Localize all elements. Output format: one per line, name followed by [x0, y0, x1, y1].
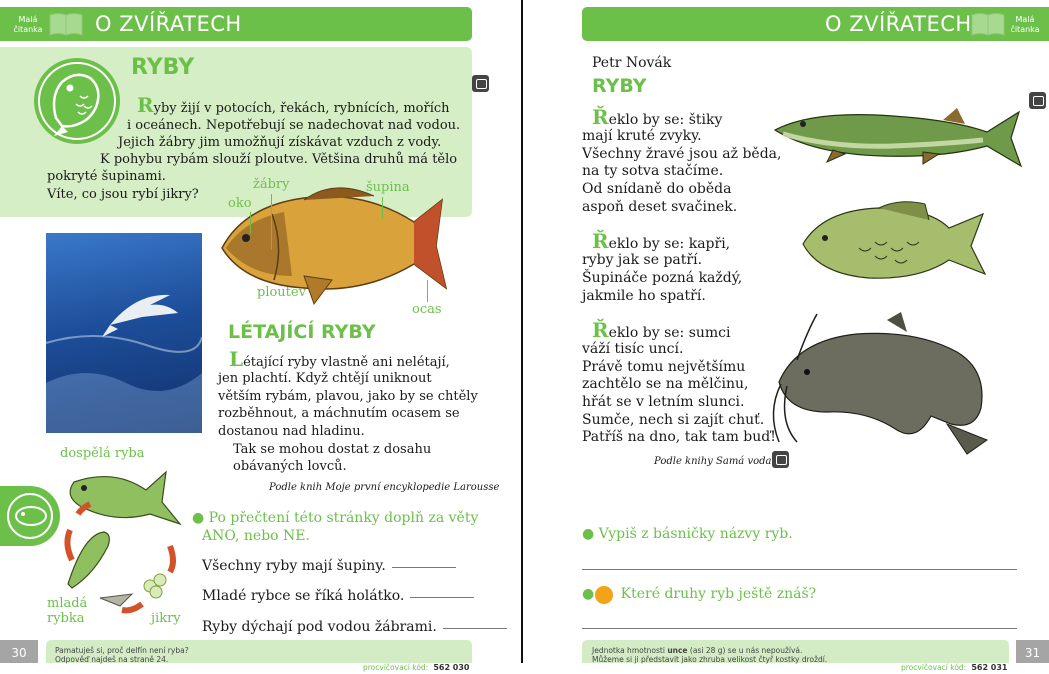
open-book-icon	[48, 11, 84, 37]
flying-line-3: větším rybám, plavou, jako by se chtěly	[218, 389, 478, 404]
carp-drawing-illustration	[799, 198, 989, 284]
book-label: Malá čitanka	[13, 15, 43, 34]
poem-source: Podle knihy Samá voda	[654, 456, 772, 467]
flying-source: Podle knih Moje první encyklopedie Larousse	[269, 482, 500, 493]
page-divider	[521, 0, 523, 663]
stanza-1-line-4: na ty sotva stačíme.	[582, 163, 724, 179]
label-line-tail	[427, 280, 428, 302]
flying-line-1: Létající ryby vlastně ani nelétají,	[229, 347, 450, 371]
stanza-2-line-2: ryby jak se patří.	[582, 252, 703, 268]
practice-code-right[interactable]: procvičovací kód: 562 031	[901, 663, 1008, 672]
book-label-right: Malá čitanka	[1010, 15, 1040, 34]
camera-icon-right[interactable]	[1029, 92, 1046, 109]
footer-note: Pamatuješ si, proč delfín není ryba? Odpověď najdeš na straně 24.	[55, 646, 189, 664]
label-eye: oko	[228, 196, 252, 211]
orange-bubble-icon	[595, 586, 613, 604]
intro-title: RYBY	[131, 55, 195, 80]
page-number-right: 31	[1016, 640, 1049, 663]
answer-line-1[interactable]	[582, 569, 1017, 570]
flying-line-6: Tak se mohou dostat z dosahu	[233, 442, 432, 457]
chapter-title: O ZVÍŘATECH	[95, 12, 242, 36]
poem-author: Petr Novák	[592, 55, 672, 71]
stanza-1-line-6: aspoň deset svačinek.	[582, 199, 738, 215]
label-line-eye	[250, 212, 251, 234]
label-scale: šupina	[366, 180, 410, 195]
label-line-gills	[271, 194, 272, 250]
life-cycle-diagram	[54, 464, 190, 614]
stanza-3-line-2: váží tisíc uncí.	[582, 341, 684, 357]
flying-line-7: obávaných lovců.	[233, 459, 347, 474]
label-eggs: jikry	[151, 611, 181, 626]
label-tail: ocas	[412, 302, 442, 317]
flying-line-2: jen plachtí. Když chtějí uniknout	[218, 371, 432, 386]
intro-line-5: pokryté šupinami.	[47, 169, 166, 184]
right-page	[533, 0, 1049, 672]
statement-1: Všechny ryby mají šupiny.	[202, 557, 456, 575]
flying-line-5: dostanou nad hladinu.	[218, 424, 365, 439]
answer-line-2[interactable]	[582, 628, 1017, 629]
fish-emblem-small-icon	[5, 491, 55, 541]
task-2: ● Které druhy ryb ještě znáš?	[582, 586, 817, 602]
stanza-2-line-4: jakmile ho spatří.	[582, 288, 706, 304]
stanza-3-line-5: hřát se v letním slunci.	[582, 394, 745, 410]
answer-blank-1[interactable]	[392, 567, 456, 568]
answer-blank-2[interactable]	[410, 597, 474, 598]
label-adult-fish: dospělá ryba	[60, 446, 145, 461]
task-2-bullet: ●	[582, 586, 595, 602]
task-1: ● Vypiš z básničky názvy ryb.	[582, 526, 793, 542]
stanza-2-line-1: Řeklo by se: kapři,	[592, 229, 731, 253]
intro-line-1: Ryby žijí v potocích, řekách, rybnících, mořích	[137, 93, 450, 117]
intro-line-3: Jejich žábry jim umožňují získávat vzduch z vody.	[118, 135, 442, 150]
chapter-title-right: O ZVÍŘATECH	[825, 12, 972, 36]
stanza-3-line-7: Patříš na dno, tak tam buď!	[582, 429, 776, 445]
stanza-2-line-3: Šupináče pozná každý,	[582, 270, 743, 286]
stanza-1-line-5: Od snídaně do oběda	[582, 181, 732, 197]
camera-icon[interactable]	[472, 75, 489, 92]
flying-fish-photo	[46, 233, 202, 433]
intro-line-2: i oceánech. Nepotřebují se nadechovat nad vodou.	[127, 118, 461, 133]
stanza-3-line-1: Řeklo by se: sumci	[592, 318, 731, 342]
stanza-3-line-6: Sumče, nech si zajít chuť.	[582, 412, 765, 428]
left-page	[0, 0, 514, 672]
label-fin: ploutev	[257, 285, 306, 300]
practice-code[interactable]: procvičovací kód: 562 030	[363, 663, 470, 672]
flying-fish-icon	[46, 233, 202, 433]
task-instructions: ● Po přečtení této stránky doplň za věty ANO, nebo NE.	[192, 510, 479, 544]
label-line-scale	[382, 197, 383, 219]
task-1-bullet: ●	[582, 526, 595, 542]
stanza-1-line-3: Všechny žravé jsou až běda,	[582, 146, 782, 162]
intro-line-6: Víte, co jsou rybí jikry?	[47, 187, 199, 202]
stanza-3-line-3: Právě tomu největšímu	[582, 359, 746, 375]
statement-3: Ryby dýchají pod vodou žábrami.	[202, 618, 507, 636]
flying-line-4: rozběhnout, a máchnutím ocasem se	[218, 406, 460, 421]
fish-emblem-icon	[32, 56, 122, 146]
open-book-icon-right	[970, 11, 1006, 37]
pike-illustration	[773, 104, 1023, 174]
label-young-fish: mladá rybka	[47, 596, 88, 626]
stanza-1-line-1: Řeklo by se: štiky	[592, 105, 723, 129]
label-gills: žábry	[253, 177, 290, 192]
task-bullet: ●	[192, 510, 205, 526]
page-number: 30	[0, 640, 38, 663]
statement-2: Mladé rybce se říká holátko.	[202, 587, 474, 605]
intro-line-4: K pohybu rybám slouží ploutve. Většina druhů má tělo	[100, 152, 458, 167]
stanza-1-line-2: mají kruté zvyky.	[582, 128, 702, 144]
flying-title: LÉTAJÍCÍ RYBY	[228, 321, 376, 343]
catfish-illustration	[767, 312, 997, 458]
poem-title: RYBY	[592, 75, 647, 97]
footer-note-right: Jednotka hmotnosti unce (asi 28 g) se u nás nepoužívá. Můžeme si ji představit jako zhruba velikost čtyř kostky droždí.	[592, 646, 828, 664]
stanza-3-line-4: zachtělo se na mělčinu,	[582, 376, 749, 392]
answer-blank-3[interactable]	[443, 628, 507, 629]
